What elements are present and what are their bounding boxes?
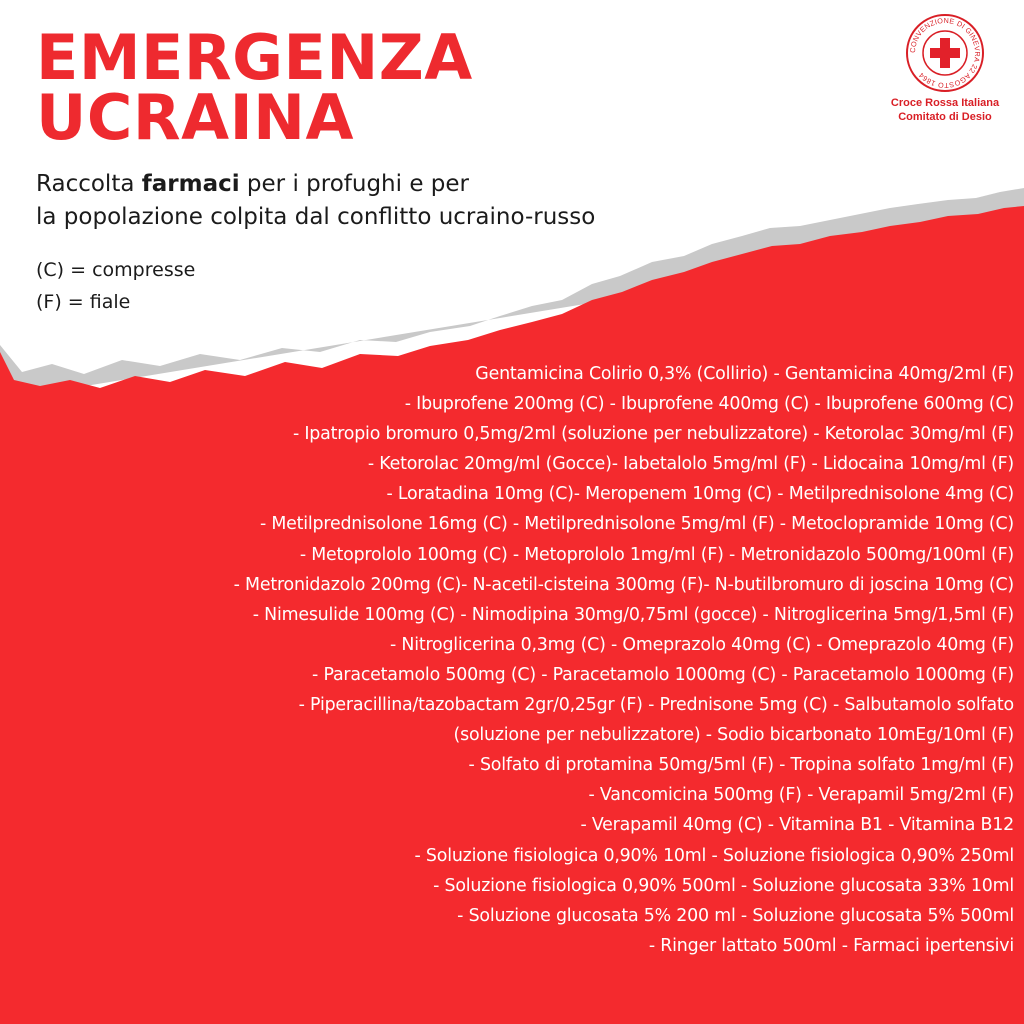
subtitle-line-1 (36, 168, 595, 201)
list-line: - Metilprednisolone 16mg (C) - Metilprednisolone 5mg/ml (F) - Metoclopramide 10mg (C) (259, 514, 1014, 535)
title-line-2: UCRAINA (36, 81, 355, 154)
list-line: Gentamicina Colirio 0,3% (Collirio) - Gentamicina 40mg/2ml (F) (475, 364, 1014, 384)
subtitle-emphasis: farmaci (141, 171, 240, 197)
list-line: - Ipatropio bromuro 0,5mg/2ml (soluzione per nebulizzatore) - Ketorolac 30mg/ml (F) (292, 424, 1014, 445)
logo-caption (880, 96, 1010, 124)
legend-item-compresse: (C) = compresse (36, 259, 196, 281)
legend (36, 254, 195, 318)
list-line: - Solfato di protamina 50mg/5ml (F) - Tropina solfato 1mg/ml (F) (468, 755, 1014, 776)
list-line: - Piperacillina/tazobactam 2gr/0,25gr (F) - Prednisone 5mg (C) - Salbutamolo solfato (298, 695, 1014, 716)
list-line: - Ibuprofene 200mg (C) - Ibuprofene 400mg (C) - Ibuprofene 600mg (C) (404, 394, 1014, 415)
medicines-list (10, 359, 1014, 961)
list-line: - Soluzione glucosata 5% 200 ml - Soluzione glucosata 5% 500ml (457, 905, 1014, 926)
list-line: - Paracetamolo 500mg (C) - Paracetamolo 1000mg (C) - Paracetamolo 1000mg (F) (312, 664, 1014, 685)
list-line: - Soluzione fisiologica 0,90% 500ml - Soluzione glucosata 33% 10ml (433, 875, 1014, 896)
list-line: - Nitroglicerina 0,3mg (C) - Omeprazolo 40mg (C) - Omeprazolo 40mg (F) (389, 634, 1014, 655)
subtitle-line-1-pre: Raccolta (36, 171, 142, 197)
logo-ring-text: CONVENZIONE DI GINEVRA 22 AGOSTO 1864 (907, 15, 983, 91)
red-cross-emblem-icon (904, 12, 986, 94)
list-line: - Ringer lattato 500ml - Farmaci ipertensivi (648, 935, 1014, 956)
list-line: - Soluzione fisiologica 0,90% 10ml - Soluzione fisiologica 0,90% 250ml (414, 845, 1014, 866)
list-line: - Ketorolac 20mg/ml (Gocce)- Iabetalolo 5mg/ml (F) - Lidocaina 10mg/ml (F) (367, 454, 1014, 475)
list-line: - Loratadina 10mg (C)- Meropenem 10mg (C) - Metilprednisolone 4mg (C) (386, 484, 1014, 505)
logo-caption-line-1: Croce Rossa Italiana (890, 97, 1000, 109)
list-line: (soluzione per nebulizzatore) - Sodio bicarbonato 10mEg/10ml (F) (453, 725, 1014, 746)
page-title (36, 21, 473, 154)
logo-caption-line-2: Comitato di Desio (898, 111, 992, 123)
list-line: - Nimesulide 100mg (C) - Nimodipina 30mg/0,75ml (gocce) - Nitroglicerina 5mg/1,5ml (F) (252, 604, 1014, 625)
title-line-1: EMERGENZA (36, 21, 473, 94)
list-line: - Verapamil 40mg (C) - Vitamina B1 - Vitamina B12 (580, 815, 1014, 836)
red-cross-logo (880, 12, 1010, 124)
list-line: - Metronidazolo 200mg (C)- N-acetil-cisteina 300mg (F)- N-butilbromuro di joscina 10mg (C) (233, 574, 1014, 595)
subtitle-line-1-post: per i profughi e per (239, 171, 469, 197)
subtitle-line-2: la popolazione colpita dal conflitto ucraino-russo (36, 204, 596, 230)
subtitle (36, 168, 595, 234)
legend-item-fiale: (F) = fiale (36, 291, 131, 313)
list-line: - Vancomicina 500mg (F) - Verapamil 5mg/2ml (F) (588, 785, 1014, 806)
list-line: - Metoprololo 100mg (C) - Metoprololo 1mg/ml (F) - Metronidazolo 500mg/100ml (F) (299, 544, 1014, 565)
